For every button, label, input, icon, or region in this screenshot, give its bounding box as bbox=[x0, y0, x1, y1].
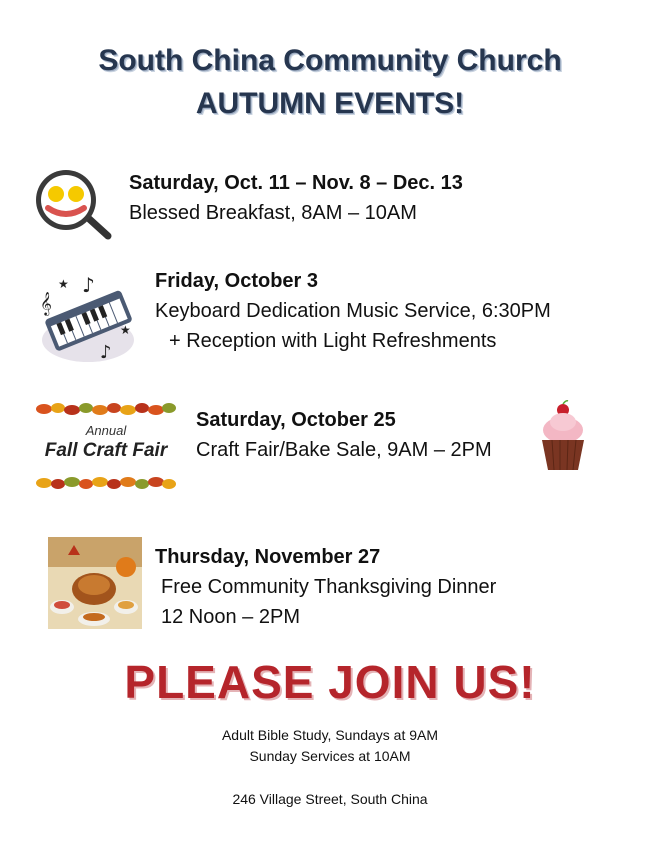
event-thanksgiving bbox=[155, 542, 496, 632]
page-title: South China Community Church bbox=[98, 44, 562, 77]
event-breakfast bbox=[129, 168, 463, 228]
bible-study-info: Adult Bible Study, Sundays at 9AM bbox=[221, 727, 439, 743]
svg-text:♪: ♪ bbox=[82, 273, 95, 297]
event-keyboard-dedication bbox=[155, 266, 551, 356]
craft-fair-banner bbox=[36, 403, 176, 489]
event-date: Saturday, October 25 bbox=[196, 409, 396, 431]
craft-fair-title: Fall Craft Fair bbox=[44, 440, 168, 461]
svg-text:★: ★ bbox=[58, 277, 69, 291]
event-description: Craft Fair/Bake Sale, 9AM – 2PM bbox=[196, 439, 492, 461]
event-description: Free Community Thanksgiving Dinner bbox=[161, 576, 497, 598]
event-description: Blessed Breakfast, 8AM – 10AM bbox=[129, 202, 417, 224]
call-to-action: PLEASE JOIN US! bbox=[124, 656, 536, 708]
page-subtitle: AUTUMN EVENTS! bbox=[195, 87, 465, 120]
event-date: Friday, October 3 bbox=[155, 270, 319, 292]
event-craft-fair bbox=[196, 405, 492, 465]
event-date: Saturday, Oct. 11 – Nov. 8 – Dec. 13 bbox=[129, 172, 463, 194]
event-description-extra: + Reception with Light Refreshments bbox=[169, 330, 497, 352]
event-date: Thursday, November 27 bbox=[155, 546, 381, 568]
event-time: 12 Noon – 2PM bbox=[161, 606, 300, 628]
svg-text:♪: ♪ bbox=[100, 342, 112, 363]
craft-fair-annual: Annual bbox=[85, 423, 127, 438]
svg-text:𝄞: 𝄞 bbox=[40, 291, 52, 315]
keyboard-music-icon bbox=[38, 270, 138, 366]
frying-pan-breakfast-icon bbox=[34, 166, 114, 242]
cupcake-icon bbox=[538, 400, 588, 472]
svg-text:★: ★ bbox=[120, 323, 131, 337]
church-address: 246 Village Street, South China bbox=[232, 791, 428, 807]
event-description: Keyboard Dedication Music Service, 6:30PM bbox=[155, 300, 551, 322]
thanksgiving-dinner-icon bbox=[48, 537, 142, 629]
sunday-services-info: Sunday Services at 10AM bbox=[249, 748, 411, 764]
